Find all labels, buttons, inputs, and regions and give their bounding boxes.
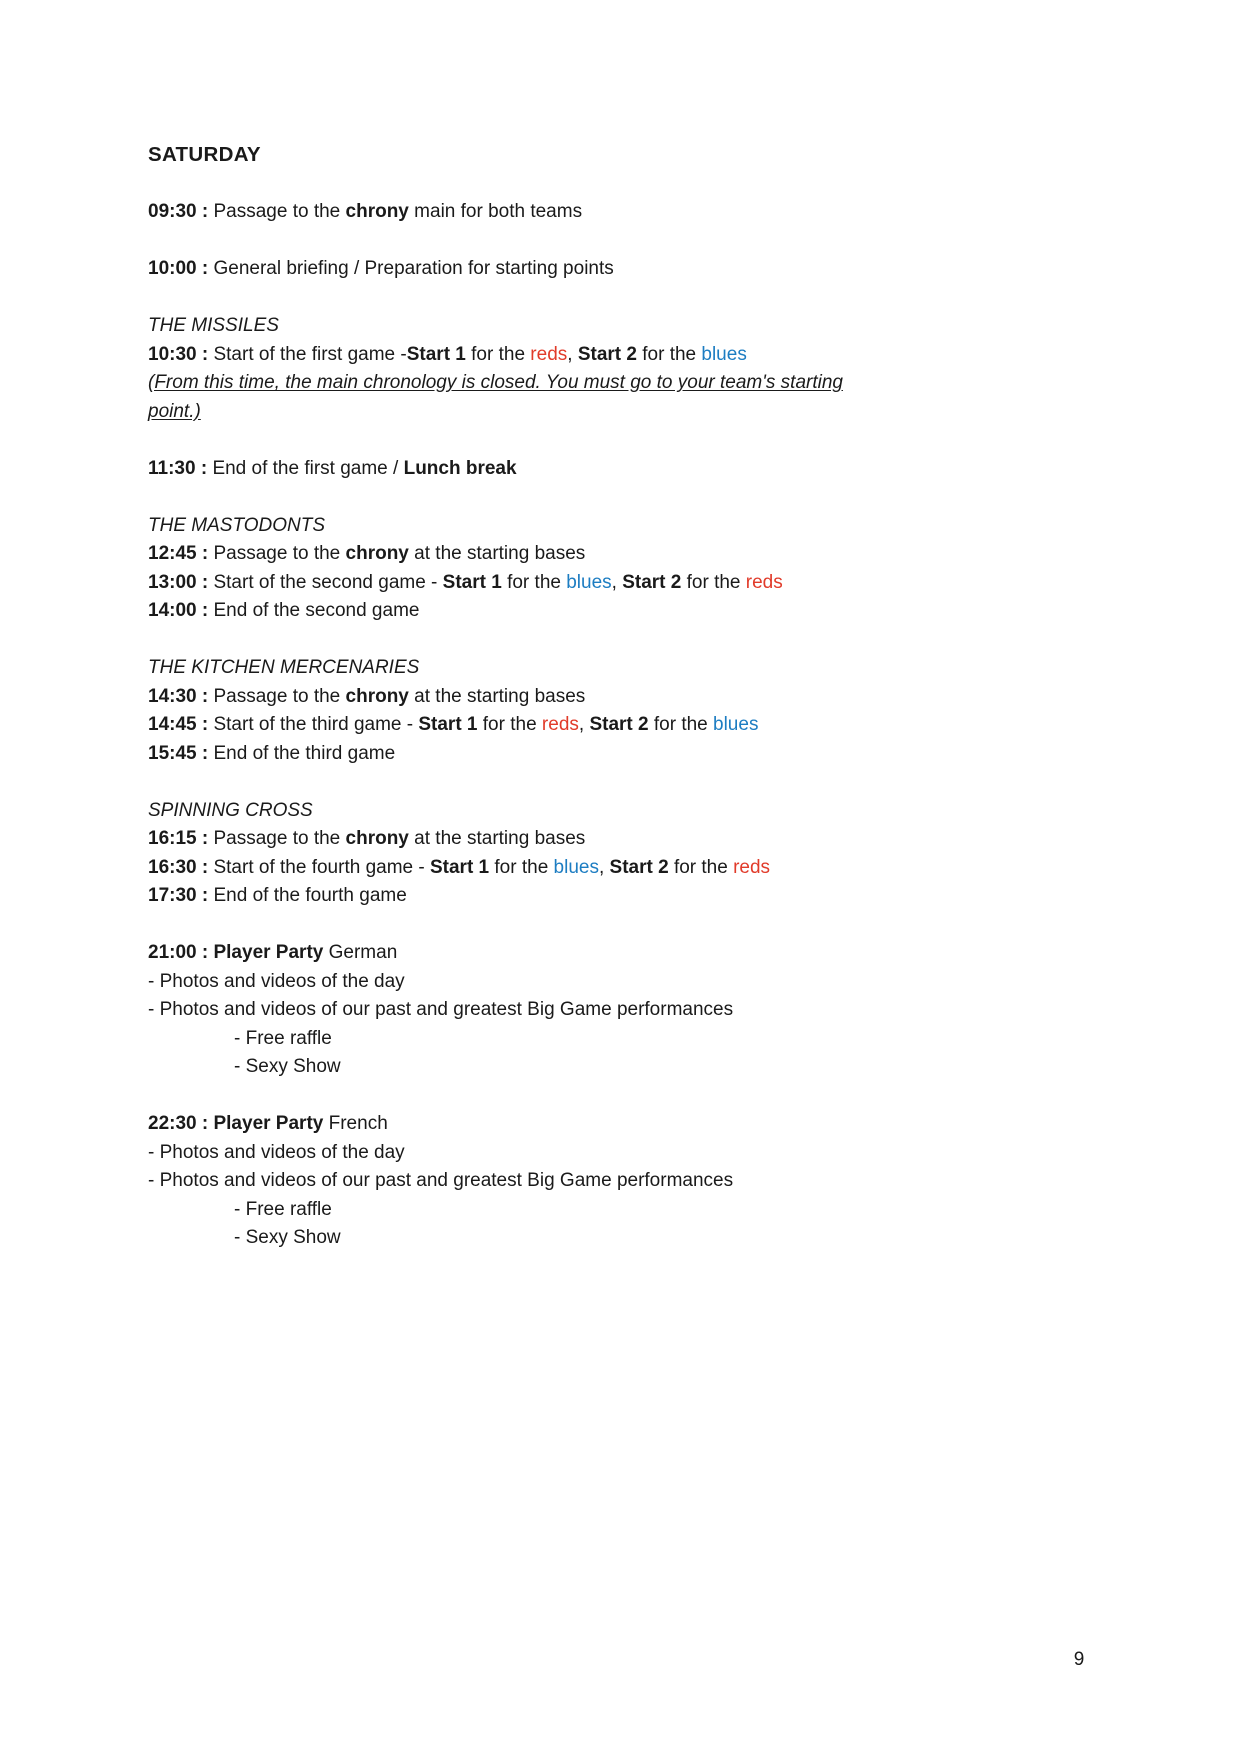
text-segment: for the xyxy=(501,571,567,593)
text-segment: 11:30 : xyxy=(148,457,213,479)
page-number: 9 xyxy=(1073,1649,1085,1670)
item-0930-chrony-passage xyxy=(148,198,1108,227)
text-segment: Passage to the xyxy=(213,685,346,707)
text-segment: Start 2 xyxy=(609,856,669,878)
text-segment: - Sexy Show xyxy=(234,1227,341,1248)
item-1130-lunch-break xyxy=(148,455,1108,484)
text-segment: 14:30 : xyxy=(148,685,214,707)
text-segment: SATURDAY xyxy=(148,143,261,166)
text-segment: THE KITCHEN MERCENARIES xyxy=(148,657,420,678)
text-segment: 13:00 : xyxy=(148,571,214,593)
text-line xyxy=(148,1167,1108,1196)
text-segment: for the xyxy=(636,343,702,365)
text-segment: (From this time, the main chronology is closed. You must go to your team's starting xyxy=(148,372,843,393)
document-body xyxy=(148,141,1108,1253)
player-party-french xyxy=(148,1110,1108,1253)
text-segment: for the xyxy=(465,343,531,365)
text-segment: French xyxy=(323,1113,388,1134)
text-segment: chrony xyxy=(345,685,409,707)
text-segment: End of the second game xyxy=(213,600,420,621)
text-line xyxy=(148,1224,1108,1253)
text-segment: - Sexy Show xyxy=(234,1056,341,1077)
text-segment: point.) xyxy=(148,400,201,422)
text-segment: Start 2 xyxy=(622,571,682,593)
text-line xyxy=(148,825,1108,854)
text-line xyxy=(148,597,1108,626)
text-segment: Lunch break xyxy=(403,457,517,479)
player-party-german xyxy=(148,939,1108,1082)
text-line xyxy=(148,312,1108,341)
text-segment: Passage to the xyxy=(213,201,346,222)
text-segment: Start 1 xyxy=(418,714,478,735)
text-segment: - Free raffle xyxy=(234,1198,332,1220)
game-2-the-mastodonts xyxy=(148,512,1108,626)
text-segment: for the xyxy=(648,714,714,735)
day-title xyxy=(148,141,1108,170)
text-line xyxy=(148,1139,1108,1168)
text-segment: 10:30 : xyxy=(148,343,214,365)
red-team-text: reds xyxy=(530,343,568,365)
text-segment: Start of the third game - xyxy=(213,714,419,735)
text-segment: 12:45 : xyxy=(148,543,214,564)
text-line xyxy=(148,512,1108,541)
text-segment: for the xyxy=(489,856,554,878)
text-segment: - Photos and videos of the day xyxy=(148,970,405,992)
text-segment: , xyxy=(567,343,578,365)
text-segment: main for both teams xyxy=(408,201,583,222)
text-line xyxy=(148,882,1108,911)
text-segment: at the starting bases xyxy=(408,543,586,564)
text-segment: at the starting bases xyxy=(408,828,586,849)
item-1000-briefing xyxy=(148,255,1108,284)
text-line xyxy=(148,968,1108,997)
red-team-text: reds xyxy=(733,856,771,878)
text-segment: THE MISSILES xyxy=(148,315,279,336)
text-segment: Start of the fourth game - xyxy=(213,856,430,878)
text-line xyxy=(148,540,1108,569)
text-segment: Start 1 xyxy=(442,571,502,593)
text-line xyxy=(148,369,1108,398)
blue-team-text: blues xyxy=(566,571,612,593)
text-segment: 22:30 : Player Party xyxy=(148,1113,324,1134)
text-segment: , xyxy=(578,714,590,735)
text-line xyxy=(148,1053,1108,1082)
text-segment: 21:00 : Player Party xyxy=(148,942,324,963)
text-segment: Start 1 xyxy=(406,343,466,365)
text-line xyxy=(148,939,1108,968)
text-line xyxy=(148,198,1108,227)
text-segment: chrony xyxy=(345,828,409,849)
text-segment: 15:45 : xyxy=(148,742,214,764)
text-line xyxy=(148,341,1108,370)
text-segment: - Free raffle xyxy=(234,1027,332,1049)
text-segment: Start of the second game - xyxy=(213,571,443,593)
text-segment: Start 2 xyxy=(577,343,637,365)
blue-team-text: blues xyxy=(713,714,759,735)
text-segment: chrony xyxy=(345,201,409,222)
red-team-text: reds xyxy=(541,714,579,735)
text-segment: Passage to the xyxy=(213,543,346,564)
game-4-spinning-cross xyxy=(148,797,1108,911)
text-segment: 10:00 : xyxy=(148,258,214,279)
text-line xyxy=(148,398,1108,427)
text-line xyxy=(148,1025,1108,1054)
text-line xyxy=(148,1110,1108,1139)
text-segment: for the xyxy=(477,714,542,735)
text-segment: SPINNING CROSS xyxy=(148,799,313,821)
text-segment: 16:30 : xyxy=(148,856,214,878)
text-segment: Start 2 xyxy=(589,714,649,735)
text-segment: THE MASTODONTS xyxy=(148,514,325,536)
text-segment: 14:45 : xyxy=(148,714,214,735)
game-3-the-kitchen-mercenaries xyxy=(148,654,1108,768)
blue-team-text: blues xyxy=(701,343,747,365)
text-line xyxy=(148,654,1108,683)
text-line xyxy=(148,996,1108,1025)
text-segment: End of the fourth game xyxy=(213,885,407,906)
text-segment: - Photos and videos of our past and greatest Big Game performances xyxy=(148,1170,734,1191)
text-line xyxy=(148,683,1108,712)
text-line xyxy=(148,854,1108,883)
text-segment: 17:30 : xyxy=(148,885,214,906)
text-segment: 14:00 : xyxy=(148,600,214,621)
text-segment: at the starting bases xyxy=(408,685,586,707)
text-line xyxy=(148,141,1108,170)
text-segment: German xyxy=(323,942,398,963)
blue-team-text: blues xyxy=(553,856,599,878)
text-segment: for the xyxy=(681,571,746,593)
text-line xyxy=(148,569,1108,598)
text-line xyxy=(148,740,1108,769)
text-line xyxy=(148,797,1108,826)
red-team-text: reds xyxy=(745,571,783,593)
text-segment: - Photos and videos of our past and greatest Big Game performances xyxy=(148,999,734,1020)
text-segment: End of the first game / xyxy=(212,457,404,479)
text-segment: 16:15 : xyxy=(148,828,214,849)
text-segment: chrony xyxy=(345,543,409,564)
text-segment: Passage to the xyxy=(213,828,346,849)
text-segment: Start of the first game - xyxy=(213,343,407,365)
text-segment: , xyxy=(598,856,610,878)
text-segment: 09:30 : xyxy=(148,201,214,222)
text-line xyxy=(148,255,1108,284)
text-segment: for the xyxy=(668,856,734,878)
text-line xyxy=(148,711,1108,740)
text-segment: End of the third game xyxy=(213,742,396,764)
text-segment: , xyxy=(611,571,623,593)
text-segment: Start 1 xyxy=(429,856,490,878)
text-line xyxy=(148,1196,1108,1225)
text-line xyxy=(148,455,1108,484)
game-1-the-missiles xyxy=(148,312,1108,426)
text-segment: - Photos and videos of the day xyxy=(148,1141,405,1163)
text-segment: General briefing / Preparation for starting points xyxy=(213,258,614,279)
